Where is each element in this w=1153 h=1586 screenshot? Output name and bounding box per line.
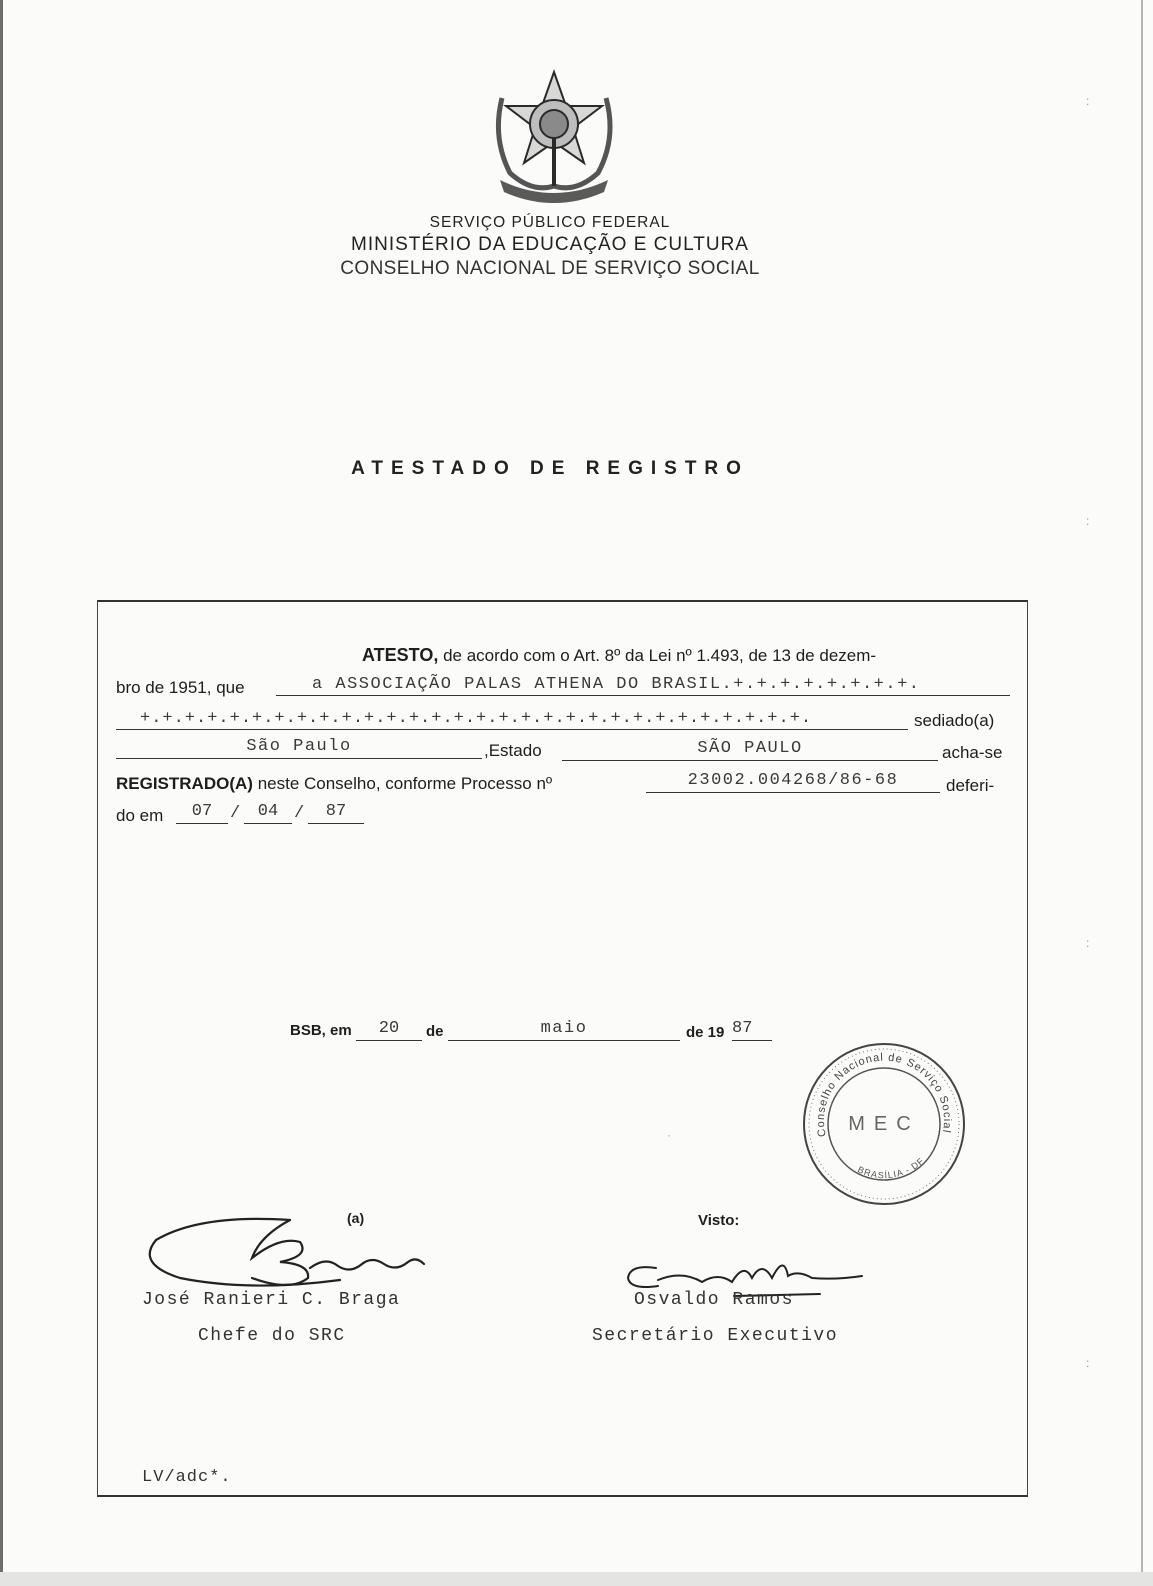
issue-month-field: maio: [448, 1018, 680, 1041]
seal-ring-text: Conselho Nacional de Serviço Social: [814, 1051, 954, 1138]
right-signatory-title: Secretário Executivo: [592, 1326, 839, 1346]
document-title: ATESTADO DE REGISTRO: [351, 458, 749, 479]
entity-name-field: a ASSOCIAÇÃO PALAS ATHENA DO BRASIL.+.+.+.+.+.+.+.+.: [276, 674, 1010, 696]
law-reference-text: de acordo com o Art. 8º da Lei nº 1.493, de 13 de dezem-: [443, 646, 877, 665]
scan-speck: :: [1086, 936, 1090, 950]
deferido-em-label: do em: [116, 806, 164, 825]
footer-reference: LV/adc*.: [142, 1468, 232, 1487]
page-bottom-edge: [0, 1572, 1153, 1586]
scan-speck: ·: [667, 1128, 671, 1142]
official-seal-stamp: [800, 1040, 968, 1208]
body-line-1: [362, 645, 876, 666]
sediado-label: sediado(a): [914, 711, 995, 730]
registrado-line: [116, 774, 552, 794]
page-right-edge: [1141, 0, 1143, 1586]
issue-day-field: 20: [356, 1018, 422, 1041]
scan-speck: :: [1086, 1356, 1090, 1370]
scan-speck: :: [1086, 94, 1090, 108]
issue-year-prefix: de 19: [686, 1024, 725, 1041]
svg-text:BRASÍLIA - DF: [856, 1155, 926, 1180]
left-signatory-title: Chefe do SRC: [198, 1326, 346, 1346]
approval-day-field: 07: [176, 801, 228, 824]
approval-month-field: 04: [244, 801, 292, 824]
atesto-word: ATESTO,: [362, 645, 439, 665]
date-slash-2: /: [294, 804, 305, 823]
issue-year-field: 87: [732, 1018, 772, 1041]
line2-prefix: bro de 1951, que: [116, 678, 245, 697]
left-handwritten-signature: [140, 1206, 430, 1298]
right-signatory-name: Osvaldo Ramos: [634, 1290, 794, 1310]
registrado-word: REGISTRADO(A): [116, 774, 253, 793]
acha-se-label: acha-se: [942, 743, 1003, 762]
issue-de-label: de: [426, 1023, 444, 1040]
estado-label: ,Estado: [484, 741, 542, 760]
seal-bottom-text: BRASÍLIA - DF: [856, 1155, 927, 1181]
left-signatory-marker: (a): [347, 1210, 365, 1226]
seal-center-text: MEC: [848, 1113, 920, 1135]
left-signatory-name: José Ranieri C. Braga: [142, 1290, 401, 1310]
deferi-label: deferi-: [946, 776, 995, 795]
scan-speck: :: [1086, 514, 1090, 528]
entity-continuation-field: +.+.+.+.+.+.+.+.+.+.+.+.+.+.+.+.+.+.+.+.+.+.+.+.+.+.+.+.+.+.: [116, 708, 908, 730]
city-field: São Paulo: [116, 736, 482, 759]
processo-number-field: 23002.004268/86-68: [646, 770, 940, 793]
right-signatory-marker: Visto:: [698, 1212, 740, 1229]
processo-text: neste Conselho, conforme Processo nº: [257, 774, 553, 793]
header-service: SERVIÇO PÚBLICO FEDERAL: [429, 214, 671, 231]
state-field: SÃO PAULO: [562, 738, 938, 761]
header-council: CONSELHO NACIONAL DE SERVIÇO SOCIAL: [340, 258, 760, 279]
coat-of-arms-emblem: [492, 68, 617, 203]
header-ministry: MINISTÉRIO DA EDUCAÇÃO E CULTURA: [351, 234, 749, 255]
issue-place-label: BSB, em: [290, 1022, 352, 1039]
approval-year-field: 87: [308, 801, 364, 824]
date-slash-1: /: [230, 804, 241, 823]
